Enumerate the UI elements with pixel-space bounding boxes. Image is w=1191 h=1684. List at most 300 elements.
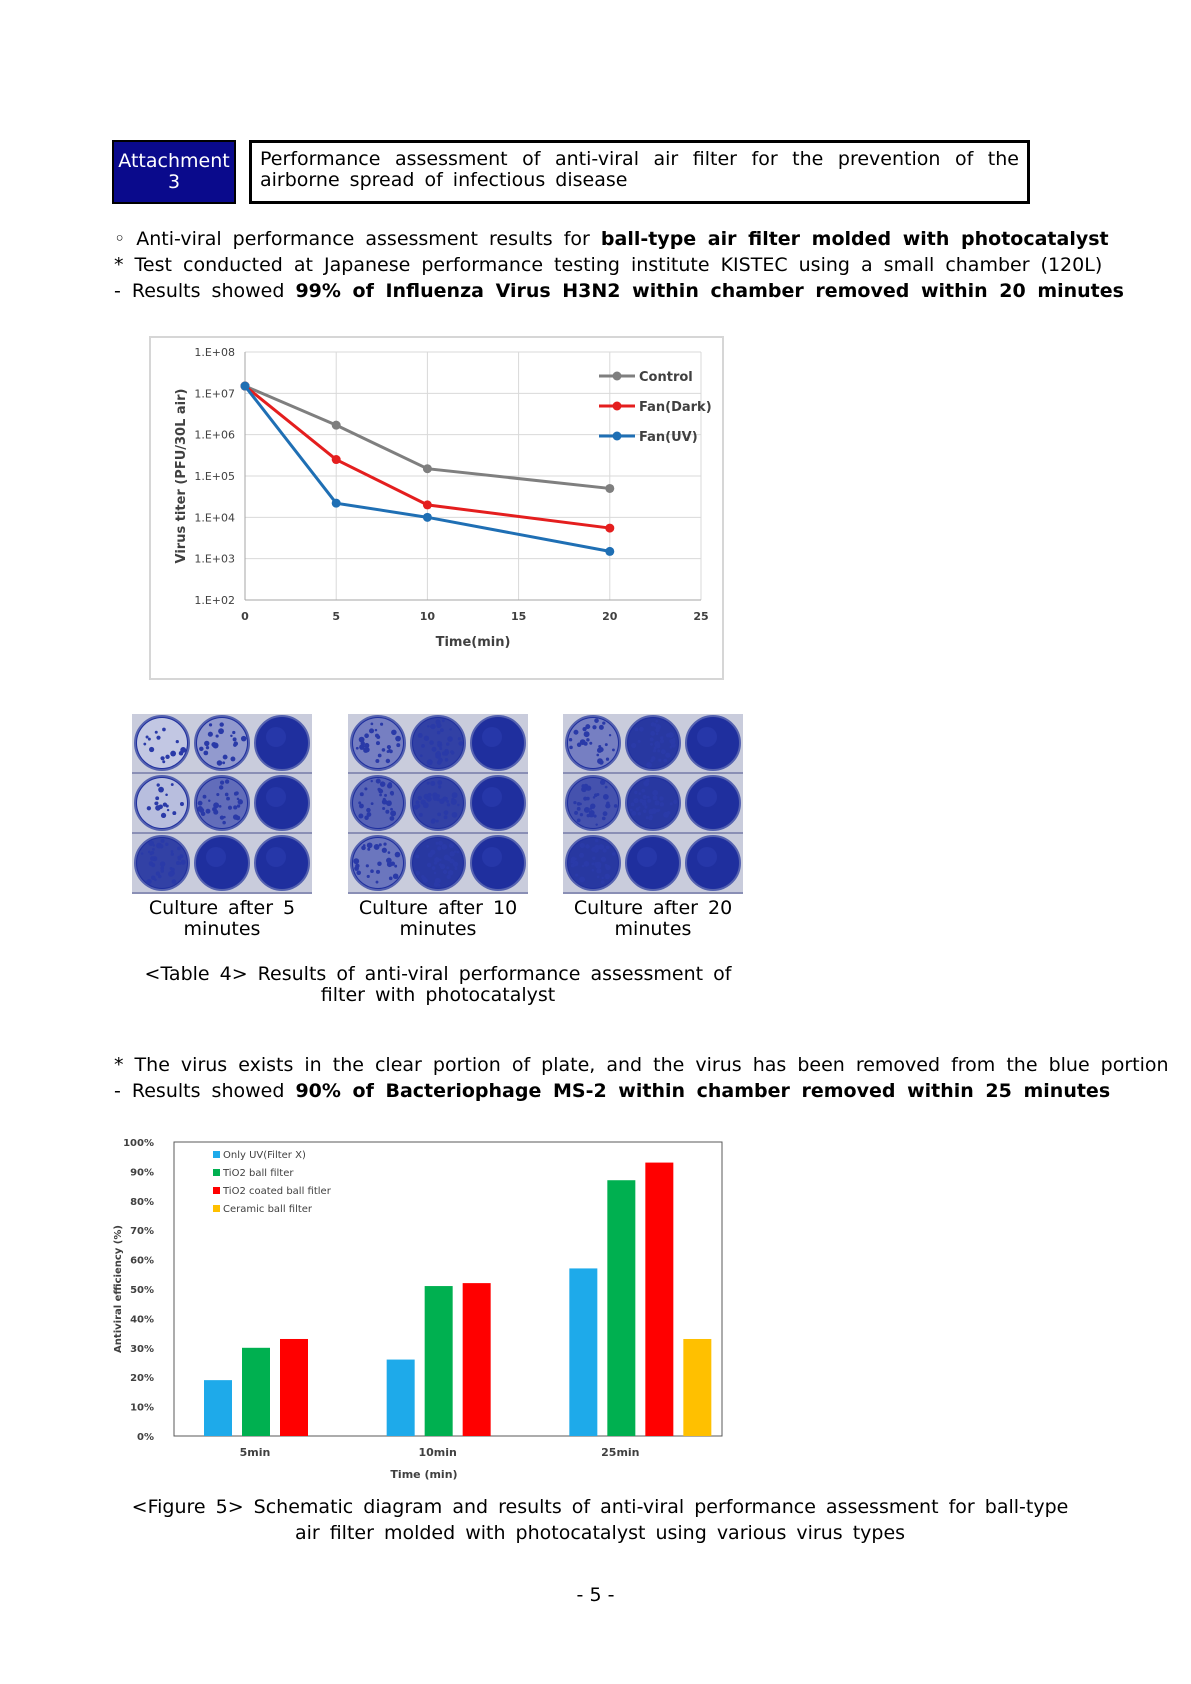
plaque-spot: [165, 793, 168, 796]
plaque-spot: [376, 881, 379, 884]
plaque-spot: [356, 747, 359, 750]
plaque-spot: [218, 728, 224, 734]
plaque-spot: [364, 787, 367, 790]
legend-label: Only UV(Filter X): [223, 1150, 306, 1161]
legend-label: Control: [639, 370, 693, 385]
legend-label: Ceramic ball filter: [223, 1204, 313, 1215]
plaque-spot: [577, 743, 581, 747]
plaque-spot: [631, 802, 635, 806]
plaque-spot: [638, 740, 641, 743]
plaque-spot: [606, 758, 609, 761]
plaque-spot: [382, 799, 387, 804]
plaque-spot: [367, 842, 373, 848]
well-highlight: [206, 847, 226, 867]
plaque-spot: [208, 732, 213, 737]
plaque-spot: [217, 760, 222, 765]
plaque-spot: [387, 750, 390, 753]
bar-25min-1: [607, 1180, 635, 1436]
plaque-spot: [447, 736, 453, 742]
plaque-spot: [599, 725, 604, 730]
plaque-spot: [159, 844, 163, 848]
plaque-spot: [198, 801, 203, 806]
plaque-spot: [389, 816, 394, 821]
plaque-spot: [656, 732, 659, 735]
plaque-spot: [149, 747, 154, 752]
plaque-spot: [437, 846, 441, 850]
plaque-spot: [394, 865, 397, 868]
plaque-spot: [420, 754, 423, 757]
plaque-spot: [614, 804, 618, 808]
plaque-spot: [437, 780, 442, 785]
legend-swatch: [213, 1205, 220, 1212]
data-point: [332, 421, 341, 430]
plaque-spot: [155, 796, 159, 800]
plaque-spot: [601, 880, 605, 884]
y-axis-title: Antiviral efficiency (%): [113, 1225, 124, 1353]
note-line: * The virus exists in the clear portion of plate, and the virus has been removed from the blue portion: [114, 1054, 1169, 1076]
plaque-spot: [597, 876, 600, 879]
culture-plate-image: [563, 714, 743, 894]
plaque-spot: [585, 844, 590, 849]
plaque-spot: [393, 873, 399, 879]
plaque-spot: [442, 719, 445, 722]
plaque-spot: [361, 846, 366, 851]
culture-plates-5min: [132, 714, 312, 898]
culture-plates-20min: [563, 714, 743, 898]
plaque-spot: [366, 808, 371, 813]
data-point: [332, 499, 341, 508]
plaque-spot: [440, 728, 444, 732]
plaque-spot: [230, 735, 232, 737]
x-tick-label: 25: [693, 610, 709, 623]
plaque-spot: [432, 866, 436, 870]
plaque-spot: [643, 809, 647, 813]
culture-plate-image: [348, 714, 528, 894]
well-highlight: [266, 847, 286, 867]
plaque-spot: [430, 781, 435, 786]
y-tick-label: 40%: [130, 1314, 154, 1326]
plaque-spot: [660, 802, 665, 807]
well-highlight: [482, 727, 502, 747]
plaque-spot: [571, 864, 575, 868]
plaque-spot: [387, 783, 392, 788]
plaque-spot: [233, 805, 237, 809]
plaque-spot: [363, 748, 368, 753]
plaque-spot: [388, 851, 391, 854]
plaque-spot: [366, 864, 369, 867]
plaque-spot: [375, 729, 378, 732]
plaque-spot: [162, 728, 166, 732]
y-tick-label: 80%: [130, 1196, 154, 1208]
x-tick-label: 5: [332, 610, 341, 623]
plaque-spot: [641, 789, 645, 793]
plaque-spot: [601, 877, 604, 880]
plaque-spot: [631, 811, 636, 816]
plaque-spot: [180, 747, 186, 753]
plaque-spot: [416, 800, 420, 804]
plaque-spot: [575, 873, 578, 876]
plaque-spot: [375, 759, 379, 763]
data-point: [423, 500, 432, 509]
plaque-spot: [437, 731, 441, 735]
plaque-spot: [418, 796, 422, 800]
plaque-spot: [612, 748, 615, 751]
result-line-2: [114, 1078, 1110, 1104]
culture-plate-image: [132, 714, 312, 894]
plaque-spot: [646, 762, 652, 768]
plaque-spot: [655, 728, 660, 733]
plaque-spot: [437, 751, 440, 754]
legend-swatch: [213, 1169, 220, 1176]
plaque-spot: [160, 869, 164, 873]
plaque-spot: [443, 870, 447, 874]
plaque-spot: [395, 736, 401, 742]
plaque-spot: [427, 759, 433, 765]
data-point: [605, 484, 614, 493]
y-tick-label: 0%: [137, 1432, 154, 1443]
plaque-spot: [377, 861, 381, 865]
plaque-spot: [439, 747, 442, 750]
plaque-spot: [435, 719, 440, 724]
plaque-spot: [434, 872, 436, 874]
plaque-spot: [166, 804, 169, 807]
plaque-spot: [648, 816, 652, 820]
legend-marker: [613, 372, 622, 381]
plaque-spot: [209, 723, 212, 726]
plaque-spot: [358, 814, 363, 819]
x-axis-title: Time (min): [390, 1468, 458, 1481]
clear-region: [568, 718, 618, 768]
plaque-spot: [222, 821, 225, 824]
bar-25min-3: [683, 1339, 711, 1436]
plaque-spot: [574, 730, 579, 735]
plaque-spot: [172, 879, 177, 884]
plaque-spot: [222, 761, 225, 764]
legend-label: TiO2 coated ball fitler: [223, 1186, 331, 1197]
plaque-spot: [230, 757, 235, 762]
plaque-spot: [440, 841, 443, 844]
plaque-spot: [602, 817, 606, 821]
plaque-spot: [389, 877, 393, 881]
y-tick-label: 1.E+04: [194, 511, 235, 525]
plaque-spot: [383, 843, 386, 846]
plaque-spot: [177, 847, 181, 851]
plaque-spot: [165, 843, 168, 846]
plaque-spot: [370, 869, 374, 873]
plaque-spot: [172, 811, 176, 815]
plaque-spot: [579, 877, 585, 883]
plaque-spot: [168, 871, 174, 877]
plaque-spot: [416, 871, 420, 875]
plaque-spot: [382, 848, 387, 853]
legend-label: Fan(UV): [639, 430, 698, 445]
plaque-spot: [584, 807, 590, 813]
y-tick-label: 1.E+02: [194, 594, 235, 607]
plaque-spot: [646, 816, 649, 819]
plaque-spot: [639, 727, 644, 732]
intro-line-3: [114, 278, 1124, 304]
well-highlight: [482, 787, 502, 807]
plaque-spot: [156, 871, 160, 875]
plaque-spot: [582, 727, 586, 731]
plaque-spot: [437, 741, 441, 745]
plaque-spot: [657, 749, 660, 752]
plaque-spot: [360, 792, 364, 796]
attachment-label: Attachment: [118, 150, 230, 172]
plaque-spot: [655, 720, 658, 723]
plaque-spot: [148, 738, 151, 741]
plaque-spot: [647, 799, 651, 803]
plaque-spot: [201, 812, 205, 816]
plaque-spot: [391, 730, 397, 736]
plaque-spot: [574, 857, 577, 860]
plaque-spot: [385, 810, 389, 814]
bar-5min-2: [280, 1339, 308, 1436]
intro-line-3-bold: 99% of Influenza Virus H3N2 within chamber removed within 20 minutes: [295, 280, 1124, 302]
data-point: [241, 382, 250, 391]
plaque-spot: [638, 792, 641, 795]
intro-line-1-bold: ball-type air filter molded with photocatalyst: [600, 228, 1109, 250]
plaque-spot: [390, 808, 393, 811]
plaque-spot: [595, 839, 599, 843]
y-tick-label: 90%: [130, 1167, 154, 1179]
plaque-spot: [650, 737, 654, 741]
plaque-spot: [426, 845, 429, 848]
plaque-spot: [612, 852, 616, 856]
plaque-spot: [376, 870, 380, 874]
plaque-spot: [428, 852, 433, 857]
plaque-spot: [431, 818, 435, 822]
plaque-spot: [605, 743, 608, 746]
plaque-spot: [354, 860, 356, 862]
plaque-spot: [573, 801, 576, 804]
plaque-spot: [386, 759, 390, 763]
plaque-spot: [367, 875, 370, 878]
y-tick-label: 20%: [130, 1373, 154, 1385]
plaque-spot: [171, 853, 174, 856]
plaque-spot: [584, 861, 590, 867]
plaque-spot: [594, 718, 599, 723]
plaque-spot: [444, 855, 450, 861]
plaque-spot: [150, 856, 155, 861]
plaque-spot: [424, 736, 429, 741]
page-number: - 5 -: [576, 1584, 615, 1606]
data-point: [605, 524, 614, 533]
plaque-spot: [658, 759, 661, 762]
plaque-spot: [586, 797, 590, 801]
plaque-spot: [434, 857, 440, 863]
y-tick-label: 1.E+06: [194, 428, 235, 442]
plaque-spot: [445, 758, 448, 761]
plaque-spot: [419, 813, 423, 817]
plaque-spot: [650, 743, 653, 746]
plaque-spot: [374, 844, 380, 850]
plaque-spot: [650, 731, 655, 736]
plaque-spot: [161, 839, 165, 843]
legend-label: TiO2 ball filter: [223, 1168, 294, 1179]
plaque-spot: [421, 744, 425, 748]
bar-10min-0: [387, 1360, 415, 1436]
plaque-spot: [155, 731, 158, 734]
plaque-spot: [638, 812, 642, 816]
plaque-spot: [151, 863, 155, 867]
plaque-spot: [605, 864, 608, 867]
plaque-spot: [453, 862, 458, 867]
x-tick-label: 0: [241, 610, 249, 623]
plaque-spot: [451, 799, 457, 805]
plaque-spot: [663, 759, 667, 763]
plaque-spot: [364, 733, 369, 738]
plaque-spot: [439, 858, 442, 861]
plaque-spot: [456, 851, 459, 854]
plaque-spot: [454, 867, 457, 870]
plaque-spot: [592, 857, 595, 860]
plaque-spot: [673, 738, 675, 740]
plaque-spot: [233, 814, 238, 819]
data-point: [332, 455, 341, 464]
plaque-spot: [219, 805, 222, 808]
y-tick-label: 1.E+08: [194, 346, 235, 359]
plaque-spot: [631, 743, 636, 748]
plaque-spot: [652, 790, 658, 796]
plaque-spot: [141, 852, 143, 854]
legend-marker: [613, 432, 622, 441]
plaque-spot: [653, 795, 658, 800]
plaque-spot: [454, 850, 457, 853]
plaque-spot: [577, 802, 581, 806]
plaque-spot: [378, 754, 382, 758]
plaque-spot: [395, 852, 401, 858]
page-title: Performance assessment of anti-viral air filter for the prevention of the airborne spread of infectious disease: [249, 140, 1030, 204]
plaque-spot: [577, 819, 581, 823]
plaque-spot: [569, 738, 572, 741]
plaque-spot: [237, 798, 240, 801]
plaque-spot: [642, 801, 647, 806]
bar-10min-1: [425, 1286, 453, 1436]
plaque-spot: [638, 806, 640, 808]
plaque-spot: [180, 802, 184, 806]
plaque-spot: [146, 879, 151, 884]
y-tick-label: 1.E+07: [194, 387, 235, 401]
plaque-spot: [390, 791, 394, 795]
plaque-spot: [569, 746, 573, 750]
plaque-spot: [664, 813, 669, 818]
plaque-spot: [160, 861, 165, 866]
legend-swatch: [213, 1151, 220, 1158]
plaque-spot: [448, 870, 454, 876]
plaque-spot: [181, 860, 186, 865]
plaque-spot: [426, 796, 431, 801]
plaque-spot: [418, 733, 423, 738]
y-tick-label: 30%: [130, 1343, 154, 1355]
plaque-spot: [584, 731, 590, 737]
plaque-spot: [673, 800, 677, 804]
plaque-spot: [601, 857, 606, 862]
result-line-2-bold: 90% of Bacteriophage MS-2 within chamber removed within 25 minutes: [295, 1080, 1111, 1102]
intro-line-1-prefix: ◦ Anti-viral performance assessment results for: [114, 228, 601, 250]
plaque-spot: [643, 781, 648, 786]
plaque-spot: [659, 796, 664, 801]
plaque-spot: [582, 865, 585, 868]
data-point: [423, 513, 432, 522]
plaque-spot: [376, 741, 380, 745]
plaque-spot: [165, 755, 169, 759]
virus-titer-chart-panel: [149, 336, 724, 680]
plaque-spot: [167, 809, 169, 811]
plaque-spot: [596, 868, 601, 873]
well-highlight: [482, 847, 502, 867]
plaque-spot: [446, 742, 449, 745]
plaque-spot: [382, 748, 386, 752]
plaque-spot: [206, 746, 209, 749]
plaque-spot: [654, 800, 659, 805]
plaque-spot: [225, 779, 229, 783]
plaque-spot: [219, 722, 223, 726]
plaque-spot: [672, 744, 676, 748]
intro-line-3-prefix: - Results showed: [114, 280, 296, 302]
plaque-spot: [377, 788, 380, 791]
plaque-spot: [157, 783, 160, 786]
plaque-spot: [652, 756, 655, 759]
plaque-spot: [441, 844, 447, 850]
plaque-spot: [143, 743, 146, 746]
plaque-spot: [361, 741, 365, 745]
plaque-spot: [219, 785, 223, 789]
plaque-spot: [452, 812, 458, 818]
plaque-spot: [449, 728, 451, 730]
table-caption: <Table 4> Results of anti-viral performance assessment of filter with photocatalyst: [144, 963, 732, 1006]
y-tick-label: 10%: [130, 1402, 154, 1414]
plaque-spot: [654, 746, 657, 749]
plaque-spot: [595, 823, 597, 825]
plaque-spot: [160, 756, 164, 760]
plaque-spot: [228, 806, 232, 810]
plaque-spot: [232, 731, 235, 734]
well-highlight: [697, 847, 717, 867]
plaque-spot: [594, 845, 600, 851]
plaque-spot: [586, 787, 590, 791]
data-point: [423, 464, 432, 473]
plaque-spot: [152, 848, 155, 851]
plaque-spot: [151, 851, 154, 854]
y-tick-label: 100%: [123, 1138, 154, 1149]
plaque-spot: [432, 747, 437, 752]
plaque-spot: [600, 780, 605, 785]
plaque-spot: [647, 796, 650, 799]
plaque-spot: [589, 812, 595, 818]
x-tick-label: 10min: [418, 1446, 457, 1459]
plaque-spot: [213, 810, 218, 815]
plaque-spot: [156, 736, 160, 740]
plaque-spot: [371, 722, 374, 725]
plaque-spot: [154, 802, 158, 806]
bar-25min-0: [569, 1268, 597, 1436]
plaque-spot: [597, 748, 602, 753]
culture-caption-20min: Culture after 20 minutes: [573, 897, 733, 940]
plaque-spot: [597, 758, 603, 764]
plaque-spot: [153, 844, 155, 846]
plaque-spot: [428, 793, 432, 797]
x-axis-title: Time(min): [435, 635, 511, 650]
plaque-spot: [417, 804, 420, 807]
plaque-spot: [444, 810, 449, 815]
plaque-spot: [161, 813, 166, 818]
y-tick-label: 70%: [130, 1226, 154, 1238]
plaque-spot: [427, 782, 430, 785]
plaque-spot: [356, 870, 361, 875]
plaque-spot: [389, 749, 393, 753]
well-highlight: [697, 787, 717, 807]
